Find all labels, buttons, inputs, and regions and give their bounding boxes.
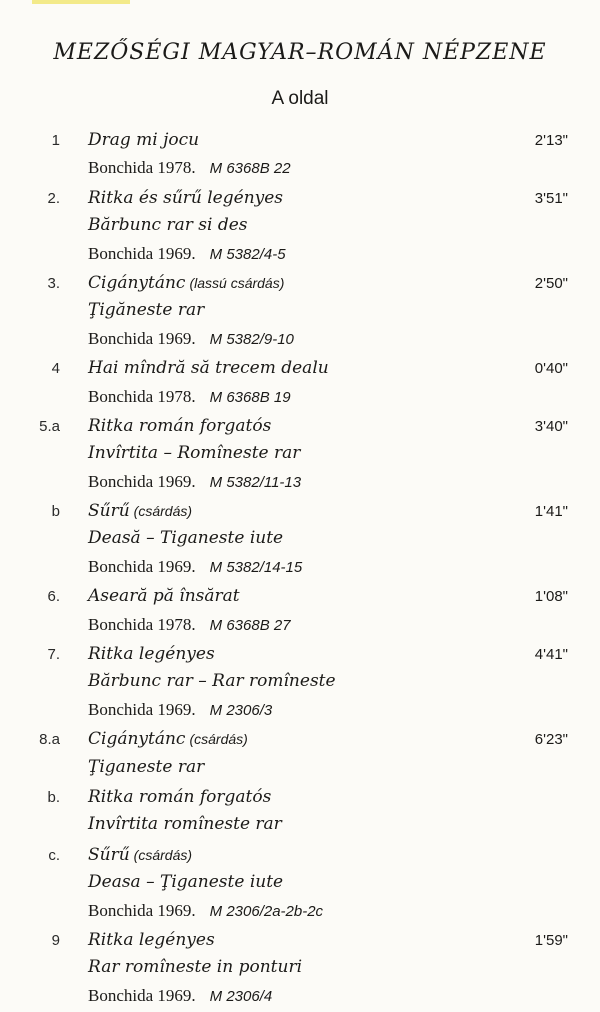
track-title-line	[0, 440, 600, 467]
song-title-block	[88, 668, 336, 695]
recording-source-line	[0, 154, 600, 181]
song-title: Rar romîneste in ponturi	[88, 957, 303, 978]
recording-info	[88, 325, 294, 353]
song-title-block	[88, 927, 215, 954]
track-number: 7.	[47, 646, 60, 664]
recording-info	[88, 696, 272, 724]
track-entry	[0, 583, 600, 638]
song-title-block	[88, 413, 271, 440]
song-title: Ţigăneste rar	[88, 300, 205, 321]
song-note: (csárdás)	[133, 503, 193, 520]
recording-place-year: Bonchida 1969.	[88, 328, 196, 348]
track-entry	[0, 355, 600, 410]
recording-place-year: Bonchida 1969.	[88, 243, 196, 263]
track-title-line	[0, 498, 600, 525]
track-title-line	[0, 127, 600, 154]
song-title-block	[88, 212, 247, 239]
song-title-block	[88, 583, 240, 610]
catalog-number: M 6368B 27	[209, 616, 291, 634]
song-title: Hai mîndră să trecem dealu	[88, 358, 329, 379]
song-title: Invîrtita – Romîneste rar	[88, 443, 301, 464]
track-title-line	[0, 811, 600, 838]
song-title: Sűrű	[88, 501, 130, 522]
recording-place-year: Bonchida 1969.	[88, 985, 196, 1005]
recording-source-line	[0, 325, 600, 352]
track-title-line	[0, 270, 600, 297]
catalog-number: M 6368B 22	[209, 160, 291, 178]
track-list	[0, 127, 600, 1009]
recording-info	[88, 240, 286, 268]
song-title-block	[88, 440, 300, 467]
recording-info	[88, 383, 291, 411]
recording-info	[88, 468, 301, 496]
catalog-number: M 2306/2a-2b-2c	[209, 902, 324, 920]
track-duration: 6'23"	[534, 731, 568, 749]
song-title: Ritka legényes	[88, 929, 215, 950]
track-number: c.	[48, 846, 60, 864]
track-title-line	[0, 641, 600, 668]
catalog-number: M 5382/11-13	[209, 473, 302, 491]
recording-place-year: Bonchida 1978.	[88, 158, 196, 178]
song-title-block	[88, 185, 283, 212]
track-title-line	[0, 927, 600, 954]
recording-place-year: Bonchida 1969.	[88, 471, 196, 491]
song-title: Bărbunc rar si des	[88, 215, 248, 236]
song-title-block	[88, 127, 199, 154]
recording-place-year: Bonchida 1969.	[88, 900, 196, 920]
recording-source-line	[0, 611, 600, 638]
track-title-line	[0, 185, 600, 212]
track-duration: 2'50"	[534, 274, 568, 292]
track-number: b.	[47, 788, 60, 806]
track-entry	[0, 270, 600, 352]
track-number: 3.	[47, 274, 60, 292]
recording-source-line	[0, 982, 600, 1009]
recording-source-line	[0, 553, 600, 580]
recording-info	[88, 897, 323, 925]
song-title-block	[88, 297, 204, 324]
album-title: MEZŐSÉGI MAGYAR–ROMÁN NÉPZENE	[53, 40, 547, 65]
song-title: Ritka és sűrű legényes	[88, 187, 284, 208]
track-entry	[0, 927, 600, 1009]
song-title-block	[88, 270, 284, 297]
song-title: Drag mi jocu	[88, 130, 200, 150]
recording-source-line	[0, 468, 600, 495]
catalog-number: M 5382/9-10	[209, 330, 294, 348]
recording-source-line	[0, 383, 600, 410]
song-title-block	[88, 784, 271, 811]
song-title-block	[88, 355, 329, 382]
song-title: Ritka román forgatós	[88, 786, 272, 807]
track-title-line	[0, 583, 600, 610]
recording-source-line	[0, 240, 600, 267]
track-number: 6.	[47, 588, 60, 606]
song-title: Deasa – Ţiganeste iute	[88, 872, 284, 893]
song-note: (lassú csárdás)	[189, 274, 285, 291]
track-title-line	[0, 842, 600, 869]
song-title: Cigánytánc	[88, 729, 186, 750]
track-title-line	[0, 869, 600, 896]
track-entry	[0, 185, 600, 267]
track-number: 9	[51, 931, 60, 949]
song-title: Sűrű	[88, 844, 130, 865]
song-title: Invîrtita romîneste rar	[88, 814, 282, 835]
track-entry	[0, 641, 600, 723]
recording-info	[88, 154, 291, 182]
song-title-block	[88, 811, 282, 838]
catalog-number: M 6368B 19	[209, 388, 291, 406]
song-note: (csárdás)	[189, 731, 248, 748]
track-entry	[0, 127, 600, 182]
catalog-number: M 5382/4-5	[209, 245, 286, 263]
track-title-line	[0, 726, 600, 753]
track-duration: 3'40"	[534, 417, 568, 435]
song-title-block	[88, 525, 283, 552]
corner-highlight-mark	[32, 0, 130, 4]
recording-place-year: Bonchida 1978.	[88, 614, 196, 634]
track-duration: 1'08"	[534, 588, 568, 606]
song-note: (csárdás)	[133, 846, 193, 863]
track-entry	[0, 784, 600, 839]
song-title-block	[88, 754, 204, 781]
recording-place-year: Bonchida 1978.	[88, 386, 196, 406]
track-title-line	[0, 413, 600, 440]
song-title: Ritka legényes	[88, 644, 215, 665]
track-entry	[0, 413, 600, 495]
track-number: b	[51, 503, 60, 521]
song-title: Deasă – Tiganeste iute	[88, 528, 284, 549]
recording-source-line	[0, 696, 600, 723]
track-duration: 2'13"	[534, 132, 568, 149]
track-entry	[0, 498, 600, 580]
recording-source-line	[0, 897, 600, 924]
song-title: Aseară pă însărat	[88, 586, 240, 607]
song-title-block	[88, 641, 215, 668]
track-title-line	[0, 784, 600, 811]
catalog-number: M 5382/14-15	[209, 558, 303, 576]
track-title-line	[0, 355, 600, 382]
track-number: 4	[51, 360, 60, 378]
track-duration: 4'41"	[534, 646, 568, 664]
recording-info	[88, 611, 291, 639]
recording-place-year: Bonchida 1969.	[88, 556, 196, 576]
track-title-line	[0, 754, 600, 781]
track-title-line	[0, 212, 600, 239]
song-title: Ţiganeste rar	[88, 756, 205, 777]
recording-info	[88, 553, 302, 581]
song-title-block	[88, 842, 192, 869]
track-duration: 3'51"	[534, 189, 568, 207]
song-title-block	[88, 498, 192, 525]
recording-place-year: Bonchida 1969.	[88, 699, 196, 719]
catalog-number: M 2306/3	[209, 701, 273, 719]
track-duration: 0'40"	[534, 360, 568, 378]
track-number: 5.a	[39, 417, 60, 435]
catalog-number: M 2306/4	[209, 987, 273, 1005]
track-number: 8.a	[39, 731, 60, 749]
song-title: Ritka román forgatós	[88, 415, 272, 436]
track-title-line	[0, 668, 600, 695]
recording-info	[88, 982, 272, 1010]
song-title-block	[88, 954, 302, 981]
track-number: 2.	[47, 189, 60, 207]
side-label: A oldal	[271, 88, 329, 109]
song-title: Bărbunc rar – Rar romîneste	[88, 671, 336, 692]
track-duration: 1'59"	[534, 931, 568, 949]
track-title-line	[0, 954, 600, 981]
track-entry	[0, 726, 600, 781]
track-title-line	[0, 525, 600, 552]
song-title-block	[88, 726, 248, 753]
track-number: 1	[51, 132, 60, 149]
song-title: Cigánytánc	[88, 272, 186, 293]
track-title-line	[0, 297, 600, 324]
track-duration: 1'41"	[534, 503, 568, 521]
song-title-block	[88, 869, 283, 896]
track-entry	[0, 842, 600, 924]
